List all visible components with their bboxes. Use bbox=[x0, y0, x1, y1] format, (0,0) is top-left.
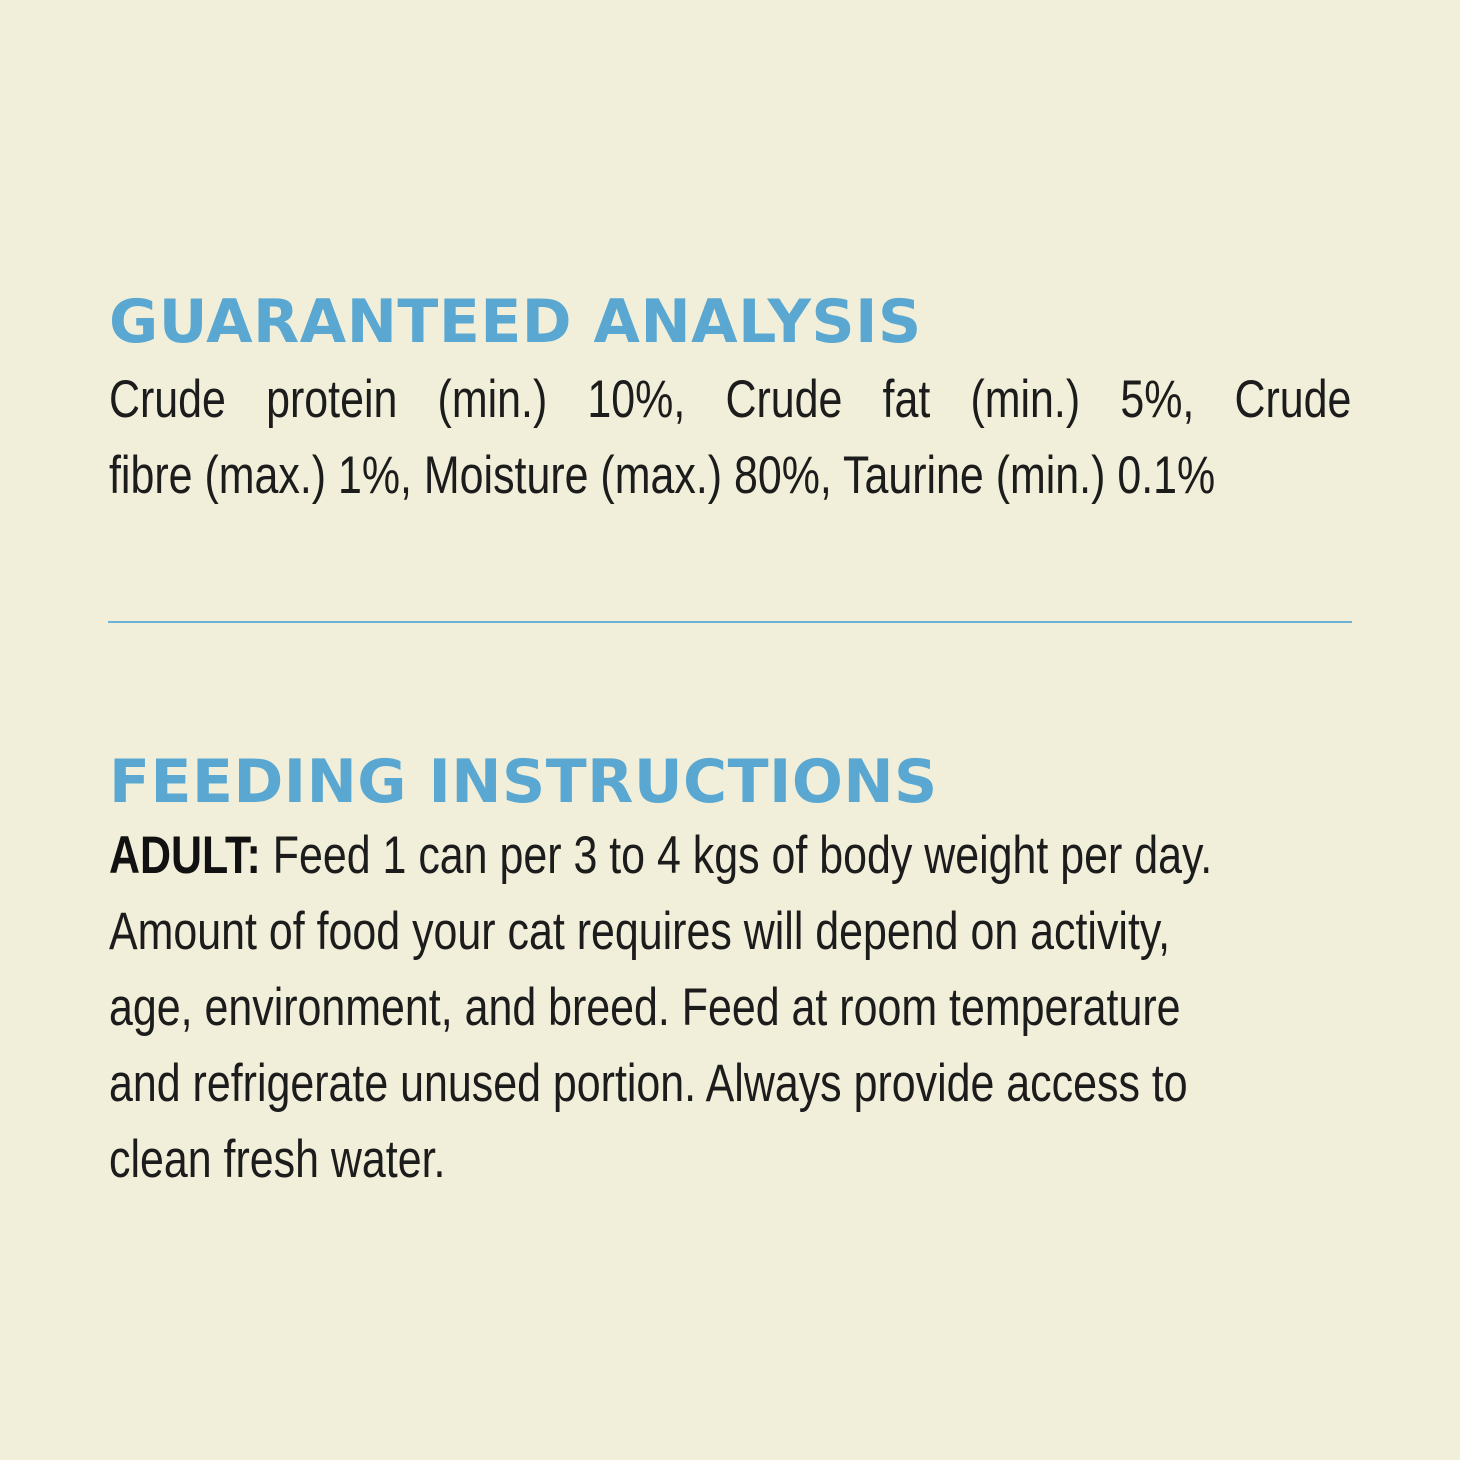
analysis-line-1 bbox=[109, 362, 1351, 438]
feeding-line-3: age, environment, and breed. Feed at room temperature bbox=[109, 978, 1181, 1037]
analysis-line-2: fibre (max.) 1%, Moisture (max.) 80%, Taurine (min.) 0.1% bbox=[109, 446, 1216, 505]
analysis-word: Crude bbox=[725, 370, 843, 429]
feeding-instructions-heading: FEEDING INSTRUCTIONS bbox=[109, 747, 938, 817]
analysis-word: Crude bbox=[109, 370, 226, 429]
feeding-line-2: Amount of food your cat requires will depend on activity, bbox=[109, 902, 1171, 961]
analysis-word: 5%, bbox=[1120, 370, 1195, 429]
feeding-line-1 bbox=[109, 818, 1213, 894]
analysis-word: (min.) bbox=[970, 370, 1081, 429]
analysis-word: 10%, bbox=[587, 370, 686, 429]
guaranteed-analysis-section bbox=[109, 287, 1352, 514]
analysis-word: (min.) bbox=[437, 370, 548, 429]
guaranteed-analysis-heading: GUARANTEED ANALYSIS bbox=[109, 287, 922, 357]
adult-label: ADULT: bbox=[109, 826, 261, 885]
feeding-line-5: clean fresh water. bbox=[109, 1130, 446, 1189]
analysis-word: protein bbox=[266, 370, 398, 429]
section-divider bbox=[108, 621, 1352, 623]
feeding-instructions-section bbox=[109, 747, 1351, 1198]
feeding-line-4: and refrigerate unused portion. Always provide access to bbox=[109, 1054, 1188, 1113]
feeding-line-1-text: Feed 1 can per 3 to 4 kgs of body weight per day. bbox=[260, 826, 1213, 885]
analysis-word: fat bbox=[882, 370, 931, 429]
analysis-word: Crude bbox=[1234, 370, 1352, 429]
